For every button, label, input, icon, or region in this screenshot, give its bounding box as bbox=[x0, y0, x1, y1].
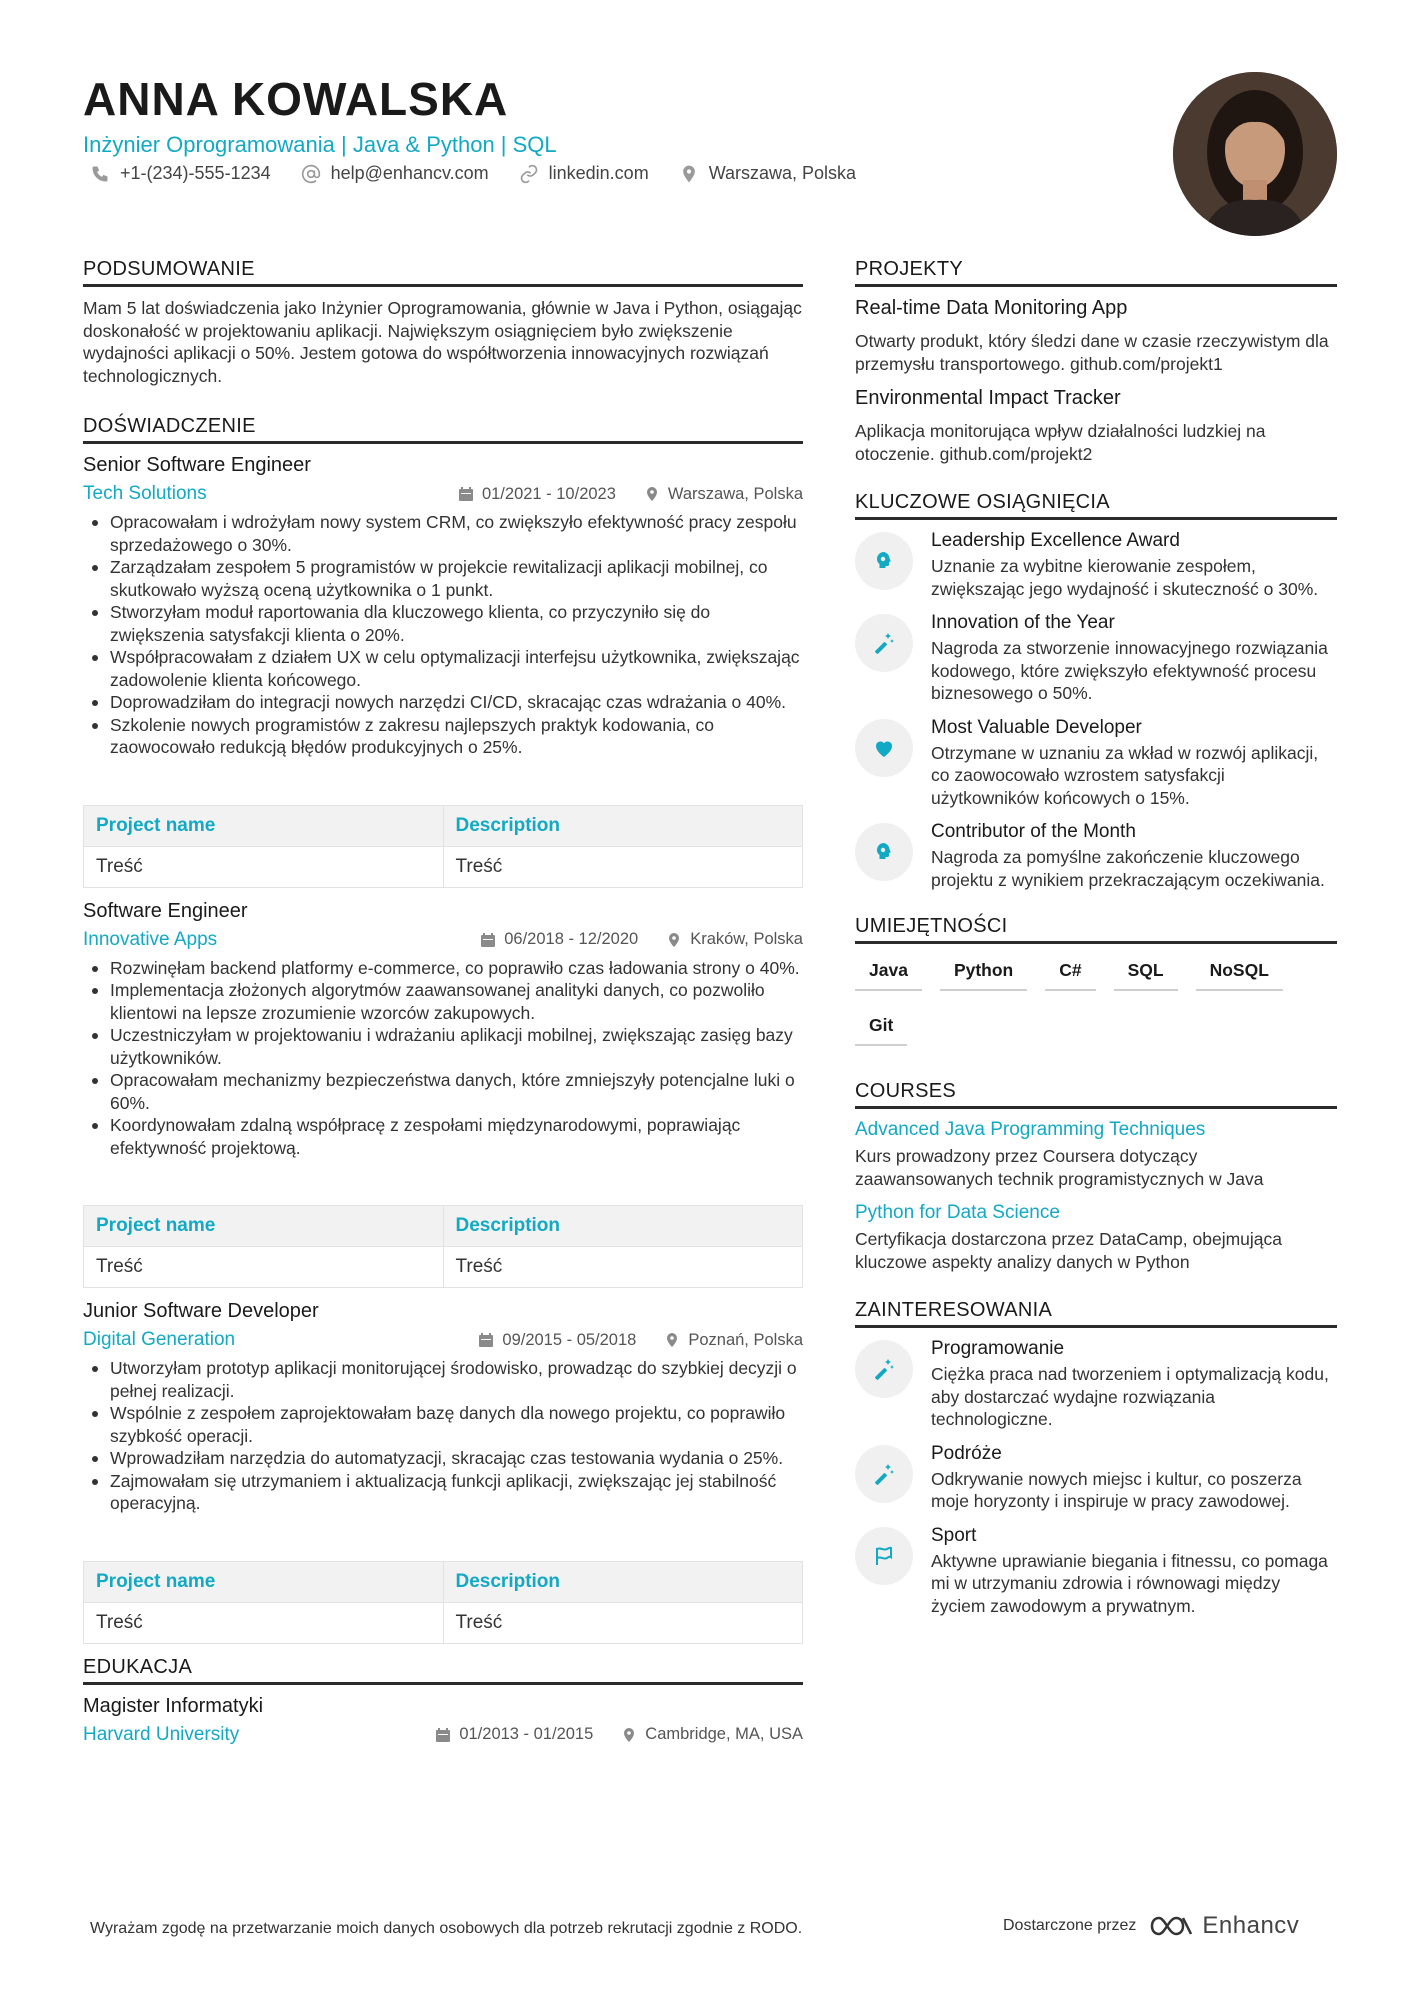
project-item bbox=[855, 297, 1337, 375]
left-column bbox=[83, 258, 803, 1746]
experience-entry bbox=[83, 454, 803, 888]
calendar-icon bbox=[478, 1332, 494, 1348]
skill-tag: Java bbox=[855, 956, 922, 991]
calendar-icon bbox=[458, 486, 474, 502]
achievement-desc: Nagroda za pomyślne zakończenie kluczowego projektu z wynikiem przekraczającym oczekiwania. bbox=[931, 847, 1325, 890]
interest-name: Programowanie bbox=[931, 1338, 1065, 1359]
interest-name: Podróże bbox=[931, 1442, 1002, 1464]
location-pin-icon bbox=[664, 1332, 680, 1348]
course-item bbox=[855, 1119, 1337, 1190]
skill-tag: Python bbox=[940, 956, 1027, 991]
table-header: Project name bbox=[84, 1206, 444, 1247]
summary-text: Mam 5 lat doświadczenia jako Inżynier Oprogramowania, głównie w Java i Python, osiągając doskonałość w projektowaniu aplikacji. Największym osiągnięciem było zwiększenie wydajności aplikacji o 50%. Jestem gotowa do współtworzenia innowacyjnych rozwiązań technologicznych. bbox=[83, 298, 802, 386]
achievements-section bbox=[855, 491, 1337, 891]
education-section bbox=[83, 1656, 803, 1746]
contact-phone[interactable] bbox=[90, 163, 271, 184]
table-cell: Treść bbox=[443, 1247, 803, 1288]
table-cell: Treść bbox=[84, 1602, 444, 1643]
job-bullets bbox=[83, 957, 803, 1160]
achievements-title: KLUCZOWE OSIĄGNIĘCIA bbox=[855, 491, 1337, 520]
consent-text: Wyrażam zgodę na przetwarzanie moich danych osobowych dla potrzeb rekrutacji zgodnie z RODO. bbox=[90, 1920, 803, 1937]
project-item bbox=[855, 387, 1337, 465]
table-cell: Treść bbox=[84, 846, 444, 887]
projects-title: PROJEKTY bbox=[855, 258, 1337, 287]
job-dates: 09/2015 - 05/2018 bbox=[502, 1330, 637, 1349]
job-role: Junior Software Developer bbox=[83, 1300, 319, 1322]
phone-text: +1-(234)-555-1234 bbox=[120, 163, 271, 183]
bullet: Opracowałam mechanizmy bezpieczeństwa danych, które zmniejszyły potencjalne luki o 60%. bbox=[83, 1069, 803, 1114]
summary-title: PODSUMOWANIE bbox=[83, 258, 803, 287]
interest-desc: Odkrywanie nowych miejsc i kultur, co poszerza moje horyzonty i inspiruje w pracy zawodowej. bbox=[931, 1468, 1302, 1511]
interest-name: Sport bbox=[931, 1524, 977, 1546]
job-company: Innovative Apps bbox=[83, 928, 218, 950]
achievement-name: Innovation of the Year bbox=[931, 612, 1115, 633]
table-header: Project name bbox=[84, 1561, 444, 1602]
magic-wand-icon bbox=[872, 1462, 896, 1486]
job-dates: 06/2018 - 12/2020 bbox=[504, 930, 639, 948]
bullet: Utworzyłam prototyp aplikacji monitorującej środowisko, prowadząc do szybkiej decyzji o pełnej realizacji. bbox=[83, 1357, 803, 1402]
calendar-icon bbox=[435, 1727, 451, 1743]
location-pin-icon bbox=[621, 1727, 637, 1743]
degree: Magister Informatyki bbox=[83, 1694, 264, 1717]
achievement-item bbox=[855, 612, 1337, 705]
bullet: Zajmowałam się utrzymaniem i aktualizacją funkcji aplikacji, zwiększając jej stabilność operacyjną. bbox=[83, 1470, 803, 1515]
right-column bbox=[855, 258, 1337, 1629]
candidate-name: ANNA KOWALSKA bbox=[83, 73, 509, 125]
skills-title: UMIEJĘTNOŚCI bbox=[855, 915, 1337, 944]
table-header: Description bbox=[443, 1206, 803, 1247]
bullet: Koordynowałam zdalną współpracę z zespołami międzynarodowymi, poprawiając efektywność projektową. bbox=[83, 1114, 803, 1159]
avatar bbox=[1173, 72, 1337, 236]
magic-wand-icon bbox=[872, 631, 896, 655]
enhancv-logo bbox=[1148, 1912, 1299, 1940]
achievement-desc: Uznanie za wybitne kierowanie zespołem, zwiększając jego wydajność i skuteczność o 30%. bbox=[931, 556, 1319, 599]
project-desc: Aplikacja monitorująca wpływ działalności ludzkiej na otoczenie. github.com/projekt2 bbox=[855, 421, 1266, 464]
magic-wand-icon bbox=[872, 1357, 896, 1381]
job-dates: 01/2021 - 10/2023 bbox=[481, 484, 616, 503]
email-text: help@enhancv.com bbox=[330, 163, 489, 183]
courses-section bbox=[855, 1080, 1337, 1273]
at-icon bbox=[301, 164, 321, 184]
table-header: Description bbox=[443, 805, 803, 846]
project-desc: Otwarty produkt, który śledzi dane w czasie rzeczywistym dla przemysłu transportowego. github.com/projekt1 bbox=[855, 331, 1329, 374]
headline: Inżynier Oprogramowania | Java & Python | SQL bbox=[83, 132, 557, 157]
bullet: Rozwinęłam backend platformy e-commerce, co poprawiło czas ładowania strony o 40%. bbox=[83, 957, 803, 980]
achievement-name: Most Valuable Developer bbox=[931, 716, 1142, 738]
bullet: Opracowałam i wdrożyłam nowy system CRM, co zwiększyło efektywność pracy zespołu sprzedażowego o 30%. bbox=[83, 511, 803, 556]
calendar-icon bbox=[480, 932, 496, 948]
table-header: Project name bbox=[84, 805, 444, 846]
job-location: Warszawa, Polska bbox=[667, 484, 803, 503]
skill-tag: C# bbox=[1045, 956, 1095, 991]
heart-icon bbox=[872, 736, 896, 760]
flag-icon bbox=[872, 1544, 896, 1568]
contact-location bbox=[679, 163, 856, 184]
job-location: Kraków, Polska bbox=[690, 930, 803, 948]
course-desc: Kurs prowadzony przez Coursera dotyczący zaawansowanych technik programistycznych w Java bbox=[855, 1146, 1264, 1189]
education-dates: 01/2013 - 01/2015 bbox=[459, 1725, 594, 1743]
summary-section bbox=[83, 258, 803, 387]
skills-section bbox=[855, 915, 1337, 1066]
experience-entry bbox=[83, 1300, 803, 1644]
job-role: Senior Software Engineer bbox=[83, 454, 311, 476]
skill-tag: SQL bbox=[1114, 956, 1178, 991]
project-name: Environmental Impact Tracker bbox=[855, 387, 1121, 409]
course-item bbox=[855, 1202, 1337, 1273]
infinity-logo-icon bbox=[1148, 1913, 1194, 1939]
job-role: Software Engineer bbox=[83, 899, 248, 922]
lightbulb-head-icon bbox=[872, 840, 896, 864]
education-location: Cambridge, MA, USA bbox=[645, 1725, 803, 1743]
powered-by[interactable] bbox=[1003, 1912, 1299, 1940]
linkedin-text: linkedin.com bbox=[548, 163, 649, 183]
job-bullets bbox=[83, 1357, 803, 1515]
achievement-desc: Otrzymane w uznaniu za wkład w rozwój aplikacji, co zaowocowało wzrostem satysfakcji użytkowników końcowych o 15%. bbox=[931, 742, 1319, 808]
bullet: Zarządzałam zespołem 5 programistów w projekcie rewitalizacji aplikacji mobilnej, co skutkowało wyższą oceną użytkownika o 1 punkt. bbox=[83, 556, 803, 601]
bullet: Uczestniczyłam w projektowaniu i wdrażaniu aplikacji mobilnej, zwiększając zasięg bazy użytkowników. bbox=[83, 1024, 803, 1069]
bullet: Wprowadziłam narzędzia do automatyzacji, skracając czas testowania wydania o 25%. bbox=[83, 1447, 803, 1470]
project-table bbox=[83, 805, 803, 888]
experience-section bbox=[83, 415, 803, 1644]
link-icon bbox=[519, 164, 539, 184]
course-name: Python for Data Science bbox=[855, 1202, 1060, 1223]
location-pin-icon bbox=[679, 164, 699, 184]
interest-item bbox=[855, 1525, 1337, 1618]
interest-item bbox=[855, 1443, 1337, 1513]
bullet: Szkolenie nowych programistów z zakresu najlepszych praktyk kodowania, co zaowocowało redukcją błędów produkcyjnych o 25%. bbox=[83, 714, 803, 759]
achievement-item bbox=[855, 821, 1337, 891]
bullet: Implementacja złożonych algorytmów zaawansowanej analityki danych, co pozwoliło klientowi na lepsze zrozumienie wzorców zakupowych. bbox=[83, 979, 803, 1024]
interest-desc: Aktywne uprawianie biegania i fitnessu, co pomaga mi w utrzymaniu zdrowia i równowagi między życiem zawodowym a prywatnym. bbox=[931, 1550, 1328, 1616]
contact-bar bbox=[90, 163, 886, 184]
table-header: Description bbox=[443, 1561, 803, 1602]
job-company: Tech Solutions bbox=[83, 483, 207, 504]
skill-tag: Git bbox=[855, 1011, 907, 1046]
course-name: Advanced Java Programming Techniques bbox=[855, 1119, 1206, 1140]
project-name: Real-time Data Monitoring App bbox=[855, 297, 1128, 319]
achievement-name: Contributor of the Month bbox=[931, 821, 1136, 842]
lightbulb-head-icon bbox=[872, 549, 896, 573]
phone-icon bbox=[90, 164, 110, 184]
achievement-item bbox=[855, 717, 1337, 810]
location-text: Warszawa, Polska bbox=[708, 163, 857, 183]
table-cell: Treść bbox=[443, 846, 803, 887]
powered-by-label: Dostarczone przez bbox=[1003, 1917, 1137, 1934]
bullet: Wspólnie z zespołem zaprojektowałam bazę danych dla nowego projektu, co poprawiło szybkość operacji. bbox=[83, 1402, 803, 1447]
interests-title: ZAINTERESOWANIA bbox=[855, 1299, 1337, 1328]
bullet: Stworzyłam moduł raportowania dla kluczowego klienta, co przyczyniło się do zwiększenia satysfakcji klienta o 20%. bbox=[83, 601, 803, 646]
courses-title: COURSES bbox=[855, 1080, 1337, 1109]
experience-title: DOŚWIADCZENIE bbox=[83, 415, 803, 444]
interest-item bbox=[855, 1338, 1337, 1431]
bullet: Doprowadziłam do integracji nowych narzędzi CI/CD, skracając czas wdrażania o 40%. bbox=[83, 691, 803, 714]
location-pin-icon bbox=[666, 932, 682, 948]
achievement-name: Leadership Excellence Award bbox=[931, 530, 1180, 551]
interests-section bbox=[855, 1299, 1337, 1617]
achievement-desc: Nagroda za stworzenie innowacyjnego rozwiązania kodowego, które zwiększyło efektywność procesu biznesowego o 50%. bbox=[931, 638, 1328, 703]
projects-section bbox=[855, 258, 1337, 465]
education-title: EDUKACJA bbox=[83, 1656, 803, 1685]
achievement-item bbox=[855, 530, 1337, 600]
interest-desc: Ciężka praca nad tworzeniem i optymalizacją kodu, aby dostarczać wydajne rozwiązania technologiczne. bbox=[931, 1364, 1329, 1429]
project-table bbox=[83, 1205, 803, 1288]
contact-linkedin[interactable] bbox=[519, 163, 649, 184]
location-pin-icon bbox=[644, 486, 660, 502]
project-table bbox=[83, 1561, 803, 1644]
contact-email[interactable] bbox=[301, 163, 489, 184]
job-company: Digital Generation bbox=[83, 1329, 236, 1350]
table-cell: Treść bbox=[443, 1602, 803, 1643]
bullet: Współpracowałam z działem UX w celu optymalizacji interfejsu użytkownika, zwiększając zadowolenie klienta końcowego. bbox=[83, 646, 803, 691]
experience-entry bbox=[83, 900, 803, 1289]
job-bullets bbox=[83, 511, 803, 759]
table-cell: Treść bbox=[84, 1247, 444, 1288]
brand-name: Enhancv bbox=[1202, 1912, 1300, 1939]
course-desc: Certyfikacja dostarczona przez DataCamp, obejmująca kluczowe aspekty analizy danych w Python bbox=[855, 1229, 1282, 1272]
school: Harvard University bbox=[83, 1723, 240, 1745]
job-location: Poznań, Polska bbox=[688, 1330, 803, 1349]
skill-tag: NoSQL bbox=[1196, 956, 1283, 991]
